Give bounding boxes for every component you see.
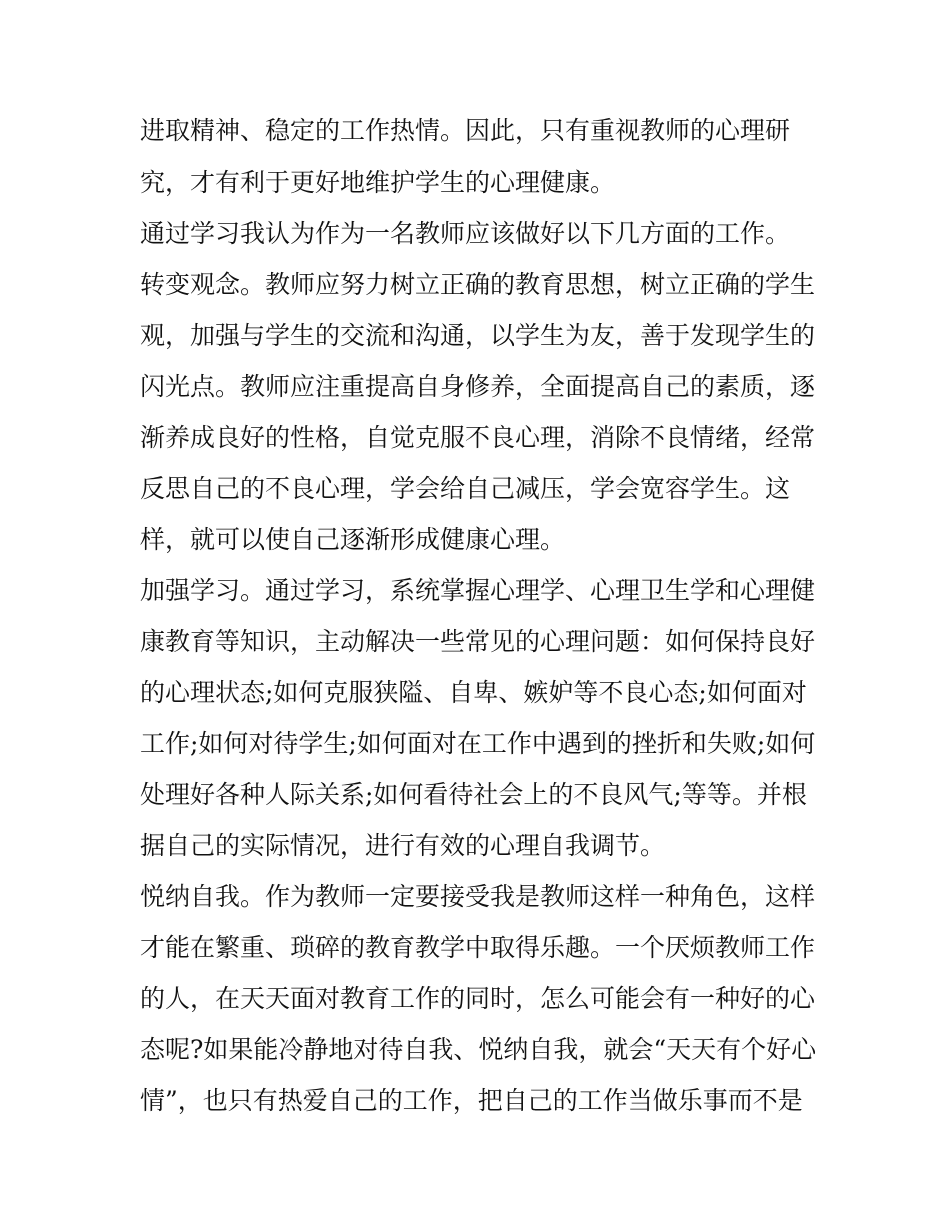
text-line-3: 通过学习我认为作为一名教师应该做好以下几方面的工作。 [140,219,791,248]
text-line-7: 渐养成良好的性格，自觉克服不良心理，消除不良情绪，经常 [140,423,816,452]
text-line-5: 观，加强与学生的交流和沟通，以学生为友，善于发现学生的 [140,321,816,350]
text-line-15: 据自己的实际情况，进行有效的心理自我调节。 [140,831,666,860]
text-line-10: 加强学习。通过学习，系统掌握心理学、心理卫生学和心理健 [140,576,816,605]
text-line-17: 才能在繁重、琐碎的教育教学中取得乐趣。一个厌烦教师工作 [140,933,816,962]
text-line-16: 悦纳自我。作为教师一定要接受我是教师这样一种角色，这样 [140,882,816,911]
text-line-6: 闪光点。教师应注重提高自身修养，全面提高自己的素质，逐 [140,372,816,401]
text-line-13: 工作;如何对待学生;如何面对在工作中遇到的挫折和失败;如何 [140,729,816,758]
text-line-9: 样，就可以使自己逐渐形成健康心理。 [140,525,566,554]
text-line-12: 的心理状态;如何克服狭隘、自卑、嫉妒等不良心态;如何面对 [140,678,807,707]
text-line-4: 转变观念。教师应努力树立正确的教育思想，树立正确的学生 [140,270,816,299]
text-line-18: 的人，在天天面对教育工作的同时，怎么可能会有一种好的心 [140,984,816,1013]
text-line-1: 进取精神、稳定的工作热情。因此，只有重视教师的心理研 [140,116,791,145]
text-line-11: 康教育等知识，主动解决一些常见的心理问题：如何保持良好 [140,627,816,656]
text-line-2: 究，才有利于更好地维护学生的心理健康。 [140,168,616,197]
text-line-20: 情”，也只有热爱自己的工作，把自己的工作当做乐事而不是 [140,1086,803,1115]
text-line-14: 处理好各种人际关系;如何看待社会上的不良风气;等等。并根 [140,780,807,809]
text-line-19: 态呢?如果能冷静地对待自我、悦纳自我，就会“天天有个好心 [140,1035,817,1064]
text-line-8: 反思自己的不良心理，学会给自己减压，学会宽容学生。这 [140,474,791,503]
